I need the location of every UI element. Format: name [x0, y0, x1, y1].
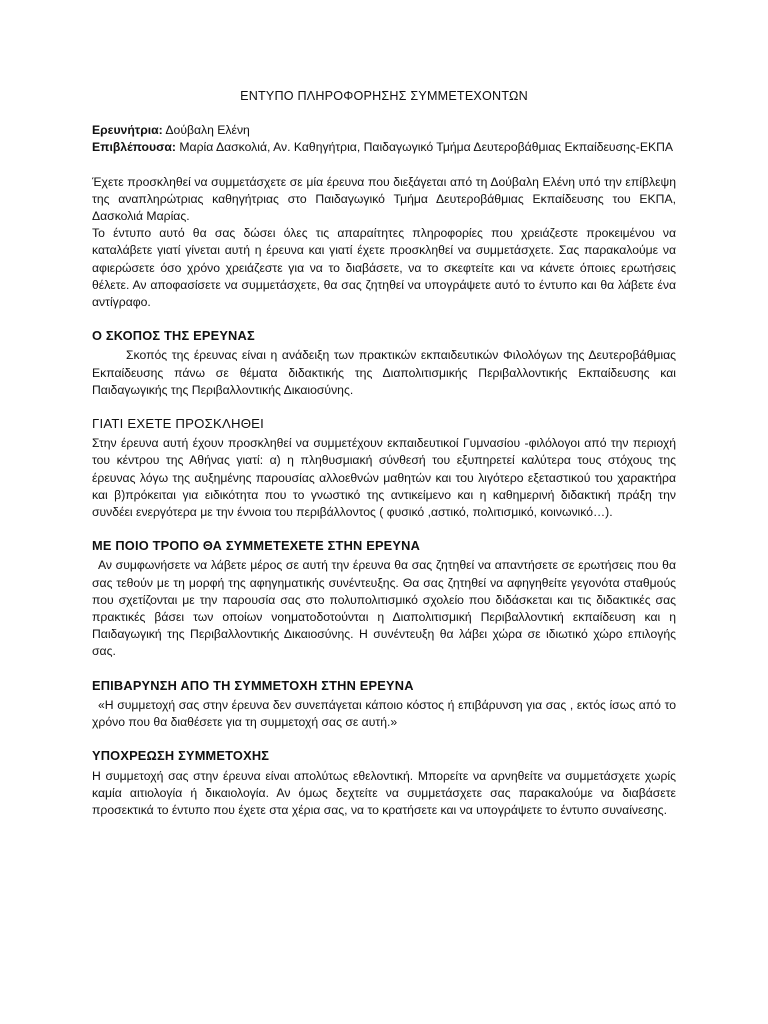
document-page — [92, 88, 676, 819]
section-heading-burden: ΕΠΙΒΑΡΥΝΣΗ ΑΠΟ ΤΗ ΣΥΜΜΕΤΟΧΗ ΣΤΗΝ ΕΡΕΥΝΑ — [92, 677, 414, 693]
section-heading-obligation: ΥΠΟΧΡΕΩΣΗ ΣΥΜΜΕΤΟΧΗΣ — [92, 748, 270, 764]
intro-paragraph: Έχετε προσκληθεί να συμμετάσχετε σε μία έρευνα που διεξάγεται από τη Δούβαλη Ελένη υπό την επίβλεψη της αναπληρώτριας καθηγήτριας στο Παιδαγωγικό Τμήμα Δευτεροβάθμιας Εκπαίδευσης του ΕΚΠΑ, Δασκολιά Μαρίας. — [92, 174, 676, 224]
section-heading-participation-method: ΜΕ ΠΟΙΟ ΤΡΟΠΟ ΘΑ ΣΥΜΜΕΤΕΧΕΤΕ ΣΤΗΝ ΕΡΕΥΝΑ — [92, 538, 421, 554]
document-title: ΕΝΤΥΠΟ ΠΛΗΡΟΦΟΡΗΣΗΣ ΣΥΜΜΕΤΕΧΟΝΤΩΝ — [240, 89, 528, 103]
section-body-why-invited: Στην έρευνα αυτή έχουν προσκληθεί να συμμετέχουν εκπαιδευτικοί Γυμνασίου -φιλόλογοι από την περιοχή του κέντρου της Αθήνας γιατί: α) η πληθυσμιακή σύνθεσή του εξυπηρετεί καλύτερα τους στόχους της έρευνας λόγω της αυξημένης παρουσίας αλλοεθνών μαθητών και του λιγότερο εξεταστικού του χαρακτήρα και β)πρόκειται για ειδικότητα που το γνωστικό της αντικείμενο και η καθημερινή διδακτική πράξη την συνδέει ενεργότερα με την έννοια του περιβάλλοντος ( φυσικό ,αστικό, πολιτισμικό, κοινωνικό…). — [92, 436, 676, 520]
section-heading-why-invited: ΓΙΑΤΙ ΕΧΕΤΕ ΠΡΟΣΚΛΗΘΕΙ — [92, 416, 265, 432]
researcher-label: Ερευνήτρια: — [92, 123, 163, 138]
supervisor-name: Μαρία Δασκολιά, Αν. Καθηγήτρια, Παιδαγωγικό Τμήμα Δευτεροβάθμιας Εκπαίδευσης-ΕΚΠΑ — [179, 140, 674, 155]
section-body-obligation: Η συμμετοχή σας στην έρευνα είναι απολύτως εθελοντική. Μπορείτε να αρνηθείτε να συμμετάσχετε χωρίς καμία αιτιολογία ή δικαιολογία. Αν όμως δεχτείτε να συμμετάσχετε σας παρακαλούμε να διαβάσετε προσεκτικά το έντυπο που έχετε στα χέρια σας, να το κρατήσετε και να υπογράψετε το έντυπο συναίνεσης. — [92, 768, 676, 817]
supervisor-label: Επιβλέπουσα: — [92, 140, 176, 155]
section-body-burden: «Η συμμετοχή σας στην έρευνα δεν συνεπάγεται κάποιο κόστος ή επιβάρυνση για σας , εκτός ίσως από το χρόνο που θα διαθέσετε για τη συμμετοχή σας σε αυτή.» — [92, 697, 676, 730]
section-body-participation-method: Αν συμφωνήσετε να λάβετε μέρος σε αυτή την έρευνα θα σας ζητηθεί να απαντήσετε σε ερωτήσεις που θα σας τεθούν με τη μορφή της αφηγηματικής συνέντευξης. Θα σας ζητηθεί να αφηγηθείτε γεγονότα σταθμούς που σχετίζονται με την παρουσία σας στο πολυπολιτισμικό σχολείο που διδάσκεται και τις διδακτικές σας πρακτικές βάσει των οποίων νοηματοδοτούνται η Διαπολιτισμική Περιβαλλοντική εκπαίδευση και η Παιδαγωγική της Περιβαλλοντικής Δικαιοσύνης. Η συνέντευξη θα λάβει χώρα σε ιδιωτικό χώρο επιλογής σας. — [92, 558, 676, 659]
section-body-purpose: Σκοπός της έρευνας είναι η ανάδειξη των πρακτικών εκπαιδευτικών Φιλολόγων της Δευτεροβάθμιας Εκπαίδευσης πάνω σε θέματα διδακτικής της Διαπολιτισμικής Περιβαλλοντικής Εκπαίδευσης και Παιδαγωγικής της Περιβαλλοντικής Δικαιοσύνης. — [92, 348, 676, 397]
intro-block — [92, 174, 676, 312]
researcher-name: Δούβαλη Ελένη — [165, 123, 250, 138]
researcher-line — [92, 122, 676, 139]
intro-paragraph: Το έντυπο αυτό θα σας δώσει όλες τις απαραίτητες πληροφορίες που χρειάζεστε προκειμένου να καταλάβετε γιατί γίνεται αυτή η έρευνα και γιατί έχετε προσκληθεί να συμμετάσχετε. Σας παρακαλούμε να αφιερώσετε όσο χρόνο χρειάζεστε για να το διαβάσετε, να το σκεφτείτε και να κάνετε όποιες ερωτήσεις θέλετε. Αν αποφασίσετε να συμμετάσχετε, θα σας ζητηθεί να υπογράψετε αυτό το έντυπο και θα λάβετε ένα αντίγραφο. — [92, 226, 676, 310]
supervisor-line — [92, 139, 676, 156]
section-heading-purpose: Ο ΣΚΟΠΟΣ ΤΗΣ ΕΡΕΥΝΑΣ — [92, 328, 255, 344]
